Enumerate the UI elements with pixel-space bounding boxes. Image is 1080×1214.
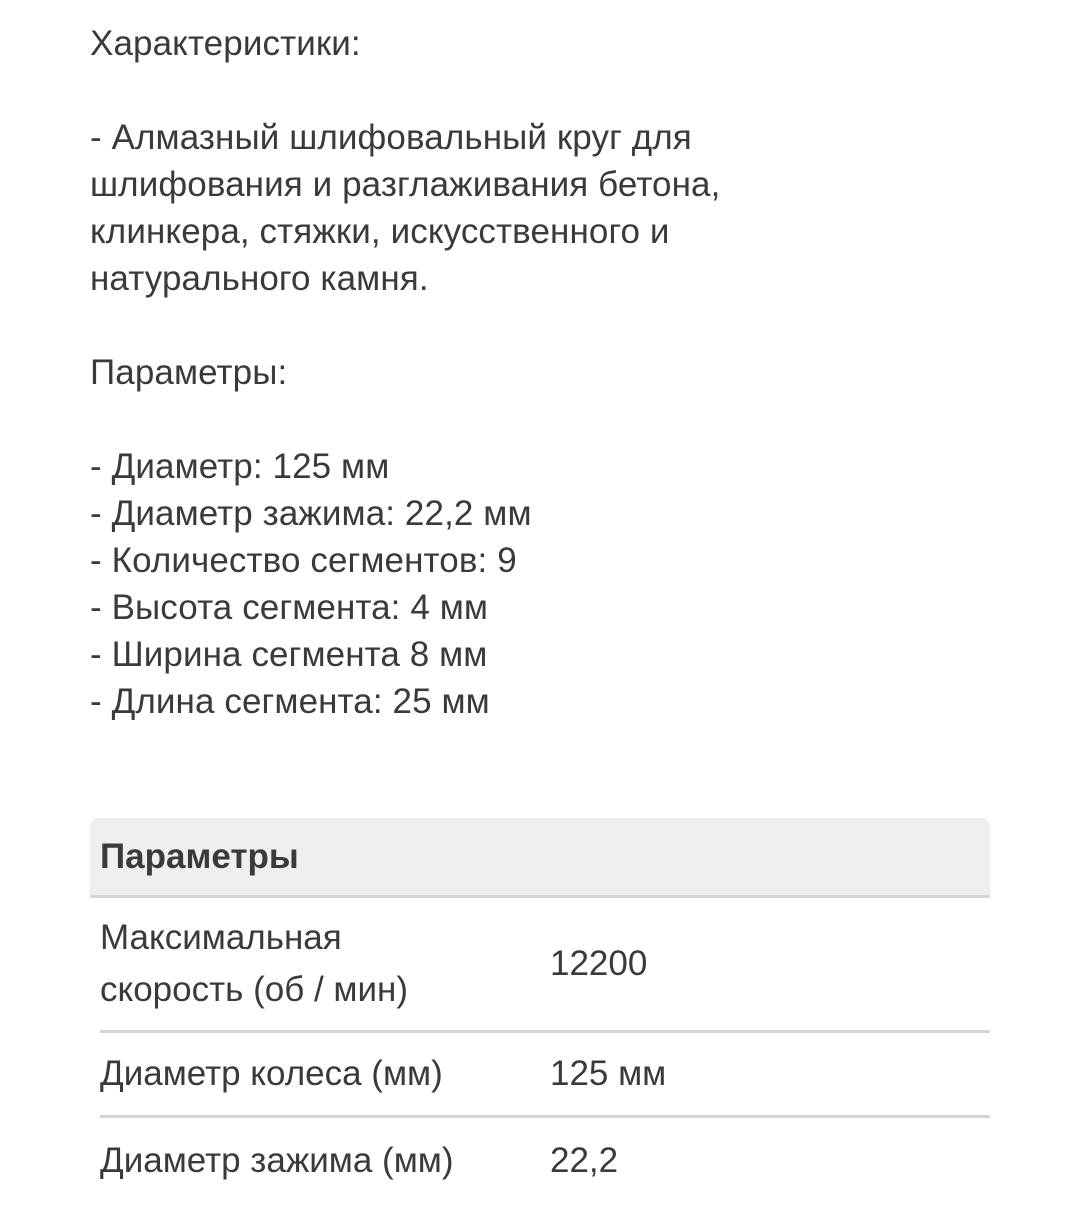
row-value: 22,2 [550, 1141, 619, 1180]
row-label: Диаметр колеса (мм) [100, 1054, 443, 1093]
product-description [90, 20, 990, 725]
row-label-line: Максимальная [100, 918, 342, 957]
row-value: 125 мм [550, 1054, 667, 1093]
intro-line: натурального камня. [90, 259, 429, 298]
row-label [100, 912, 550, 1016]
table-row [100, 1118, 990, 1204]
param-line: - Высота сегмента: 4 мм [90, 588, 489, 627]
table-header [90, 818, 990, 898]
param-line: - Диаметр: 125 мм [90, 447, 390, 486]
table-row [100, 1033, 990, 1118]
row-label-line: скорость (об / мин) [100, 970, 409, 1009]
param-line: - Ширина сегмента 8 мм [90, 635, 488, 674]
table-row [100, 898, 990, 1033]
row-label: Диаметр зажима (мм) [100, 1141, 454, 1180]
table-title: Параметры [100, 836, 299, 876]
param-line: - Диаметр зажима: 22,2 мм [90, 494, 532, 533]
parameters-heading: Параметры: [90, 353, 288, 392]
characteristics-heading: Характеристики: [90, 24, 361, 63]
intro-line: клинкера, стяжки, искусственного и [90, 212, 670, 251]
intro-line: шлифования и разглаживания бетона, [90, 165, 721, 204]
param-line: - Количество сегментов: 9 [90, 541, 517, 580]
row-value: 12200 [550, 944, 648, 983]
parameters-table [90, 818, 990, 1204]
param-line: - Длина сегмента: 25 мм [90, 682, 490, 721]
intro-line: - Алмазный шлифовальный круг для [90, 118, 692, 157]
